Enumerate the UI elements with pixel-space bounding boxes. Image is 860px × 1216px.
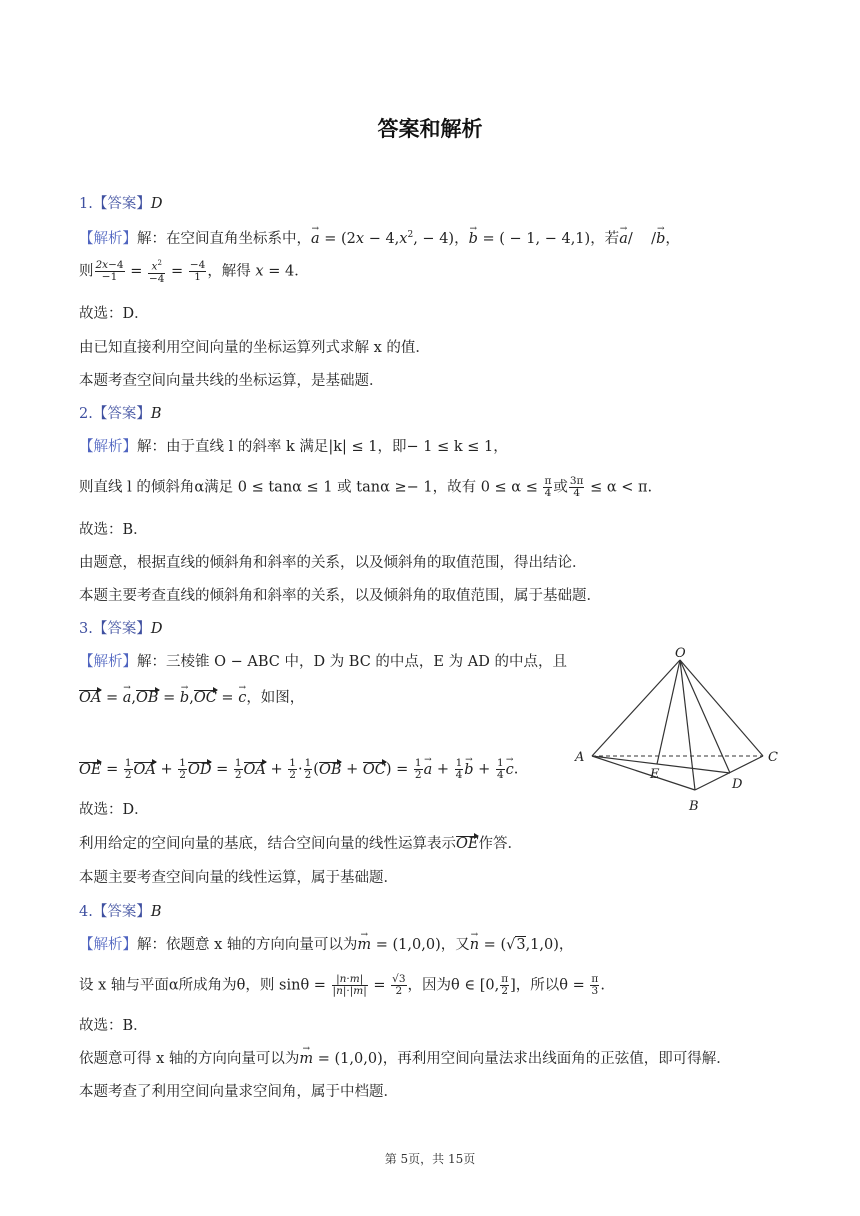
page-footer: 第 5页，共 15页: [384, 1152, 476, 1166]
q2-number: 2.: [79, 406, 93, 422]
label-D: D: [732, 777, 743, 792]
tetrahedron-figure: [570, 640, 790, 825]
q3-analysis-tag: 【解析】: [79, 654, 137, 670]
q3-analysis-line-2: OA = → a,OB = → b,OC = → c，如图，: [79, 688, 304, 708]
q1-answer-tag: 【答案】: [92, 196, 151, 212]
q3-method-a: 利用给定的空间向量的基底，结合空间向量的线性运算表示: [79, 836, 456, 852]
label-O: O: [675, 646, 686, 661]
label-C: C: [768, 750, 778, 765]
q4-analysis-line-1: 【解析】解：依题意 x 轴的方向向量可以为→ m = (1,0,0)，又→ n = (√3,1,0)，: [79, 935, 573, 955]
q4-text-a: 解：依题意 x 轴的方向向量可以为: [137, 937, 358, 953]
q1-text-b: ，: [454, 230, 469, 247]
q1-analysis-line-2: 则 $\frac{2x-4}{-1}$ = $\frac{x^2}{-4}$ = $\frac{-4}{1}$ ，解得 x = 4．: [79, 258, 309, 285]
q3-answer-tag: 【答案】: [92, 621, 151, 637]
q1-number: 1.: [79, 196, 93, 212]
q4-comment: 本题考查了利用空间向量求空间角，属于中档题．: [79, 1084, 398, 1100]
q4-method-a: 依题意可得 x 轴的方向向量可以为: [79, 1051, 300, 1067]
q3-answer: D: [150, 621, 163, 637]
q2-answer: B: [150, 406, 162, 422]
q2-answer-line: [79, 404, 162, 424]
q2-analysis-tag: 【解析】: [79, 439, 137, 455]
label-E: E: [650, 767, 660, 782]
q4-method-b: ，再利用空间向量法求出线面角的正弦值，即可得解．: [382, 1051, 731, 1067]
q3-answer-line: [79, 619, 162, 639]
q4-text-e: ]，所以θ =: [510, 977, 590, 994]
q4-choose: 故选：B．: [79, 1018, 148, 1034]
q1-text-a: 解：在空间直角坐标系中，: [137, 230, 311, 247]
q2-comment: 本题主要考查直线的倾斜角和斜率的关系，以及倾斜角的取值范围，属于基础题．: [79, 588, 601, 604]
q1-text-d: 则: [79, 263, 94, 280]
label-B: B: [689, 799, 699, 814]
q1-answer: D: [150, 196, 163, 212]
q1-analysis-tag: 【解析】: [79, 230, 137, 247]
q2-text-c: 或: [553, 479, 568, 496]
q4-number: 4.: [79, 904, 93, 920]
q2-analysis-line-2: 则直线 l 的倾斜角α满足 0 ≤ tanα ≤ 1 或 tanα ≥− 1，故有 0 ≤ α ≤ $\frac{\pi}{4}$ 或 $\frac{3\pi}{4}$ ≤ α < π.: [79, 475, 653, 499]
q2-method: 由题意，根据直线的倾斜角和斜率的关系，以及倾斜角的取值范围，得出结论．: [79, 555, 587, 571]
q3-choose: 故选：D．: [79, 802, 149, 818]
q3-method-b: 作答．: [478, 836, 522, 852]
q3-text-a: 解：三棱锥 O − ABC 中，D 为 BC 的中点，E 为 AD 的中点，且: [137, 654, 567, 670]
q4-method: 依题意可得 x 轴的方向向量可以为→ m = (1,0,0)，再利用空间向量法求出线面角的正弦值，即可得解．: [79, 1049, 731, 1069]
page-title: 答案和解析: [377, 117, 483, 141]
q3-text-b: ，如图，: [246, 690, 305, 706]
q4-text-d: ，因为θ ∈ [0,: [407, 977, 500, 994]
q1-text-c: ，若: [590, 230, 620, 247]
q3-method: 利用给定的空间向量的基底，结合空间向量的线性运算表示OE作答．: [79, 836, 522, 852]
q2-text-a: 解：由于直线 l 的斜率 k 满足|k| ≤ 1，即− 1 ≤ k ≤ 1，: [137, 439, 508, 455]
q1-choose: 故选：D．: [79, 306, 149, 322]
q3-analysis-line-1: [79, 652, 567, 672]
q1-method: 由已知直接利用空间向量的坐标运算列式求解 x 的值．: [79, 340, 430, 356]
q2-analysis-line-1: [79, 437, 508, 457]
q2-text-b: 则直线 l 的倾斜角α满足 0 ≤ tanα ≤ 1 或 tanα ≥− 1，故有 0 ≤ α ≤: [79, 479, 543, 496]
label-A: A: [575, 750, 585, 765]
q4-analysis-tag: 【解析】: [79, 937, 137, 953]
q2-text-d: ≤ α < π.: [585, 479, 653, 496]
q1-comment: 本题考查空间向量共线的坐标运算，是基础题．: [79, 373, 384, 389]
q4-answer-tag: 【答案】: [92, 904, 151, 920]
q1-analysis-line-1: 【解析】解：在空间直角坐标系中，→ $a = (2x - 4,x^2$, − 4)，→ b = ( − 1, − 4,1)，若→ a/ /→ b，: [79, 225, 680, 249]
q2-answer-tag: 【答案】: [92, 406, 151, 422]
q4-answer-line: [79, 902, 162, 922]
q4-text-c: 设 x 轴与平面α所成角为θ，则 sinθ =: [79, 977, 331, 994]
q4-analysis-line-2: 设 x 轴与平面α所成角为θ，则 sinθ = $\frac{|n\cdot m|}{|n|\cdot|m|}$ = $\frac{√3}{2}$ ，因为θ ∈ [0, $\frac{\pi}{2}$ ]，所以θ = $\frac{\pi}{3}$ .: [79, 973, 605, 997]
q4-text-b: ，又: [440, 937, 470, 953]
q2-choose: 故选：B．: [79, 522, 148, 538]
q1-answer-line: [79, 194, 162, 214]
q4-answer: B: [150, 904, 162, 920]
q3-formula: OE = $\frac{1}{2}$ OA + $\frac{1}{2}$ OD = $\frac{1}{2}$ OA + $\frac{1}{2}$ · $\frac{1}{2}$ (OB + OC) = $\frac{1}{2}$ → a + $\frac{1}{4}$ → b + $\frac{1}{4}$ → c.: [79, 758, 518, 781]
q3-comment: 本题主要考查空间向量的线性运算，属于基础题．: [79, 870, 398, 886]
q1-text-e: ，解得: [207, 263, 251, 280]
q3-number: 3.: [79, 621, 93, 637]
